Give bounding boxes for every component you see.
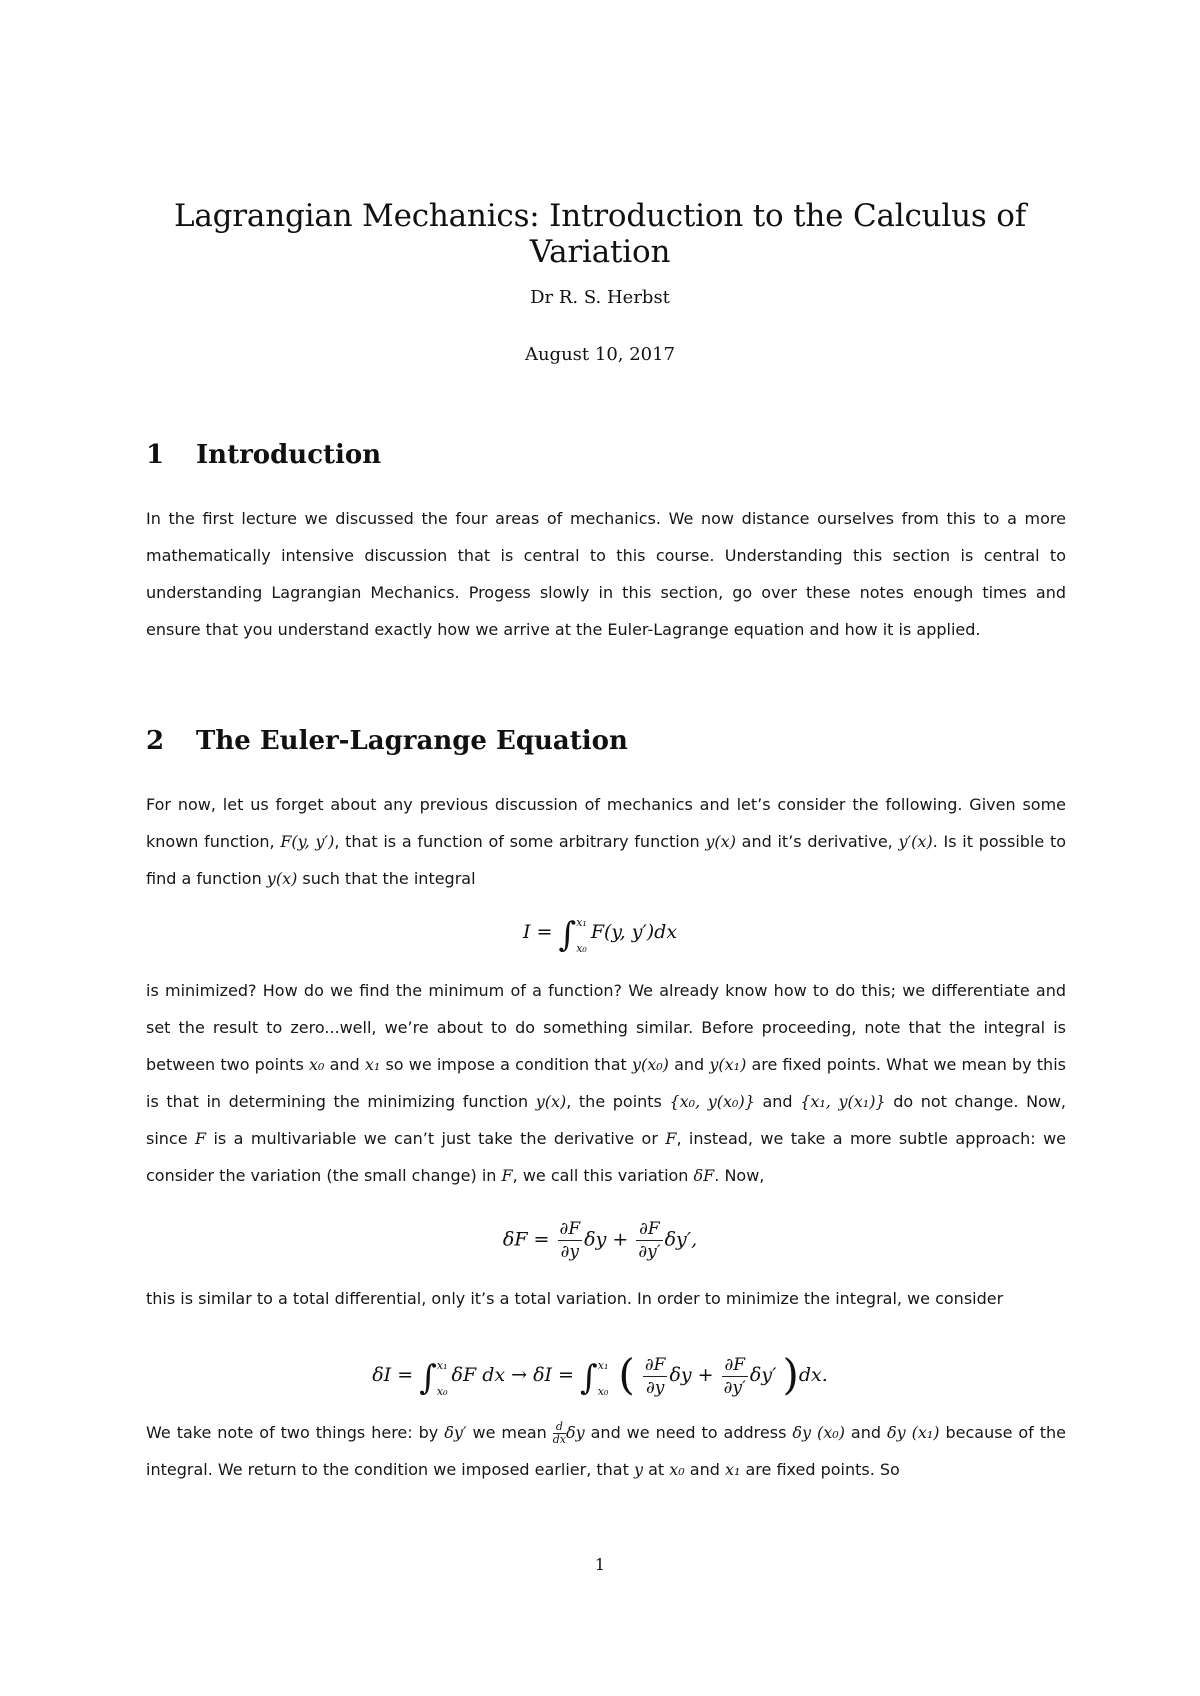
author: Dr R. S. Herbst: [530, 287, 670, 308]
euler-lagrange-paragraph-4: We take note of two things here: by δy′ we mean $\frac{d}{dx}$ δy and we need to address δy (x₀) and δy (x₁) because of the integral. We return to the condition we imposed earlier, that y at x₀ and x₁ are fixed points. So: [146, 1420, 1067, 1479]
section-title: Introduction: [196, 440, 382, 470]
section-heading-introduction: [146, 440, 381, 470]
document-title: Lagrangian Mechanics: Introduction to the Calculus of Variation: [174, 198, 1026, 270]
intro-paragraph: In the first lecture we discussed the four areas of mechanics. We now distance ourselves from this to a more mathematically intensive discussion that is central to this course. Understanding this section is central to understanding Lagrangian Mechanics. Progess slowly in this section, go over these notes enough times and ensure that you understand exactly how we arrive at the Euler-Lagrange equation and how it is applied.: [146, 509, 1066, 639]
euler-lagrange-paragraph-1: For now, let us forget about any previous discussion of mechanics and let’s consider the following. Given some known function, F(y, y′), that is a function of some arbitrary function y(x) and it’s derivative, y′(x). Is it possible to find a function y(x) such that the integral: [146, 795, 1067, 888]
euler-lagrange-paragraph-3: this is similar to a total differential, only it’s a total variation. In order to minimize the integral, we consider: [146, 1289, 1004, 1308]
section-title: The Euler-Lagrange Equation: [196, 726, 628, 756]
date: August 10, 2017: [524, 344, 676, 365]
section-heading-euler-lagrange: [146, 726, 628, 756]
euler-lagrange-paragraph-2: is minimized? How do we find the minimum of a function? We already know how to do this; we differentiate and set the result to zero...well, we’re about to do something similar. Before proceeding, note that the integral is between two points x₀ and x₁ so we impose a condition that y(x₀) and y(x₁) are fixed points. What we mean by this is that in determining the minimizing function y(x), the points {x₀, y(x₀)} and {x₁, y(x₁)} do not change. Now, since F is a multivariable we can’t just take the derivative or F, instead, we take a more subtle approach: we consider the variation (the small change) in F, we call this variation δF. Now,: [146, 981, 1067, 1185]
equation-variation-of-f: δF = $\frac{\partial F}{\partial y}$ δy + $\frac{\partial F}{\partial y'}$ δy′,: [502, 1219, 698, 1262]
page-number: 1: [594, 1555, 606, 1574]
equation-integral: I = ∫ x₁ x₀ F(y, y′)dx: [522, 915, 678, 955]
equation-variation-of-integral: δI = ∫ x₁ x₀ δF dx → δI = ∫ x₁ x₀ ( $\frac{\partial F}{\partial y}$ δy + $\frac{\partial F}{\partial y'}$ δy′ )dx.: [372, 1350, 828, 1399]
section-number: 2: [146, 726, 165, 756]
section-number: 1: [146, 440, 165, 470]
